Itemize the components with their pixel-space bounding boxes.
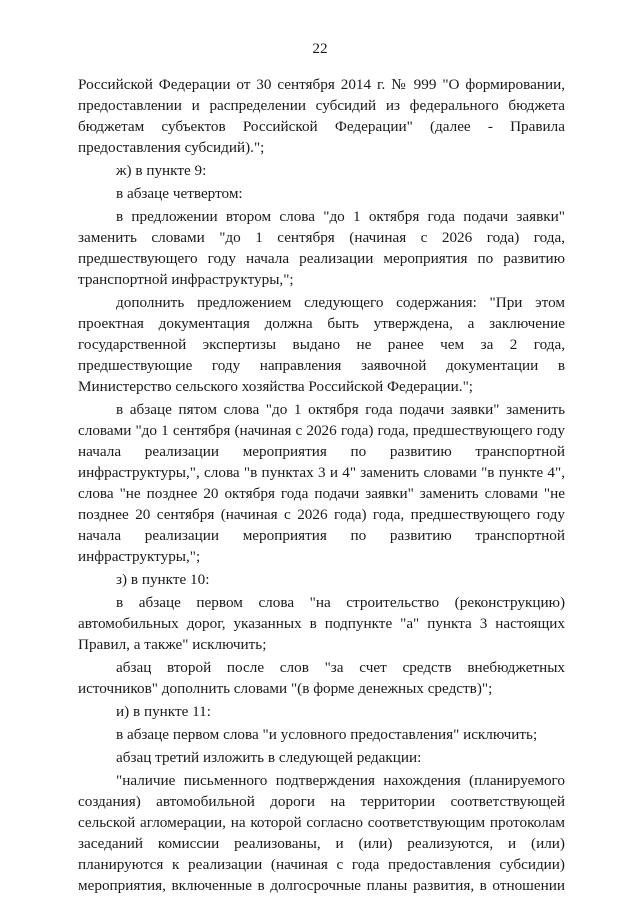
- paragraph-new-wording: "наличие письменного подтверждения нахождения (планируемого создания) автомобильной дороги на территории соответствующей сельской агломерации, на которой согласно соответствующим протоколам заседаний комиссии реализованы, и (или) реализуются, и (или) планируются к реализации (начиная с года предоставления субсидии) мероприятия, включенные в долгосрочные планы развития, в отношении: [78, 772, 565, 894]
- page-number: 22: [312, 40, 328, 57]
- paragraph-second-abzats-add: абзац второй после слов "за счет средств внебюджетных источников" дополнить словами "(в форме денежных средств)";: [78, 659, 565, 697]
- paragraph-add-sentence: дополнить предложением следующего содержания: "При этом проектная документация должна быть утверждена, а заключение государственной экспертизы выдано не ранее чем за 2 года, предшествующие году направления заявочной документации в Министерство сельского хозяйства Российской Федерации.";: [78, 294, 565, 395]
- paragraph-fifth-abzats-change: в абзаце пятом слова "до 1 октября года подачи заявки" заменить словами "до 1 сентября (начиная с 2026 года) года, предшествующего году начала реализации мероприятия по развитию транспортной инфраструктуры,", слова "в пунктах 3 и 4" заменить словами "в пункте 4", слова "не позднее 20 октября года подачи заявки" заменить словами "не позднее 20 сентября (начиная с 2026 года) года, предшествующего году начала реализации мероприятия по развитию транспортной инфраструктуры,";: [78, 401, 565, 565]
- paragraph-point-10-heading: з) в пункте 10:: [116, 571, 210, 588]
- paragraph-conditional-exclude: в абзаце первом слова "и условного предоставления" исключить;: [116, 726, 538, 743]
- paragraph-first-abzats-exclude: в абзаце первом слова "на строительство (реконструкцию) автомобильных дорог, указанных в подпункте "а" пункта 3 настоящих Правил, а также" исключить;: [78, 594, 565, 653]
- paragraph-point-11-heading: и) в пункте 11:: [116, 703, 211, 720]
- document-body: [78, 74, 565, 898]
- paragraph-point-9-heading: ж) в пункте 9:: [116, 162, 207, 179]
- paragraph-fourth-abzats: в абзаце четвертом:: [116, 185, 243, 202]
- paragraph-rules-reference: Российской Федерации от 30 сентября 2014 г. № 999 "О формировании, предоставлении и распределении субсидий из федерального бюджета бюджетам субъектов Российской Федерации" (далее - Правила предоставления субсидий).";: [78, 76, 565, 156]
- paragraph-second-sentence-change: в предложении втором слова "до 1 октября года подачи заявки" заменить словами "до 1 сентября (начиная с 2026 года) года, предшествующего году начала реализации мероприятия по развитию транспортной инфраструктуры,";: [78, 208, 565, 288]
- paragraph-third-abzats-heading: абзац третий изложить в следующей редакции:: [116, 749, 422, 766]
